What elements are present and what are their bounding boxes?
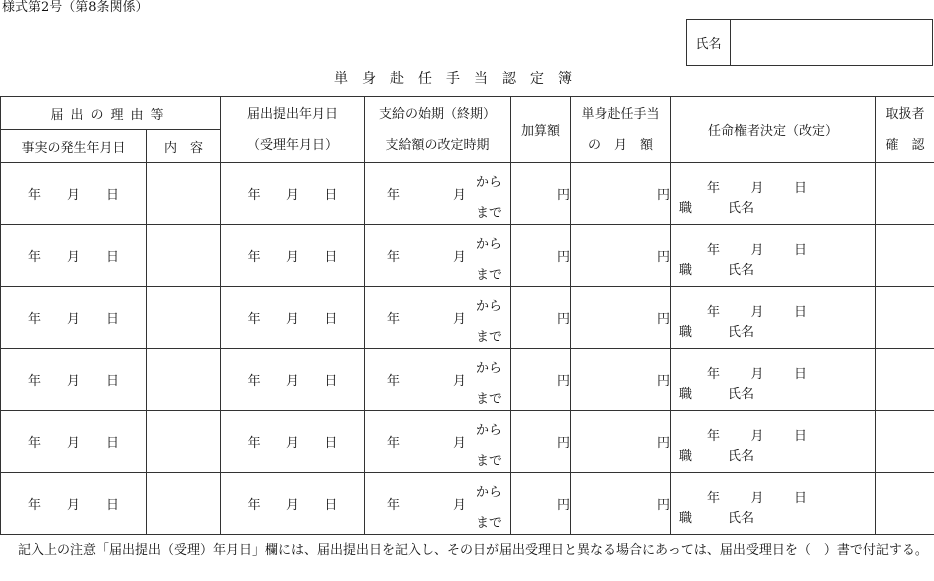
name-label: 氏名 [728, 449, 755, 464]
to-label: まで [476, 392, 503, 407]
header-addition: 加算額 [511, 97, 571, 163]
year-label: 年 [27, 188, 41, 203]
period-cell[interactable] [365, 163, 511, 225]
header-decision: 任命権者決定（改定） [671, 97, 876, 163]
check-cell[interactable] [876, 349, 934, 411]
content-cell[interactable] [147, 225, 221, 287]
table-row [1, 411, 934, 473]
decision-cell[interactable] [671, 349, 876, 411]
submit-date-cell[interactable] [221, 163, 365, 225]
post-label: 職 [679, 325, 693, 340]
day-label: 日 [324, 250, 338, 265]
content-cell[interactable] [147, 411, 221, 473]
header-monthly-line2: の 月 額 [588, 137, 654, 153]
fact-date[interactable] [1, 370, 146, 389]
addition-cell[interactable] [511, 287, 571, 349]
submit-date-cell[interactable] [221, 287, 365, 349]
from-label: から [476, 299, 503, 314]
content-cell[interactable] [147, 349, 221, 411]
post-label: 職 [679, 449, 693, 464]
year-label: 年 [707, 491, 721, 506]
year-label: 年 [27, 250, 41, 265]
table-row [1, 349, 934, 411]
submit-date-cell[interactable] [221, 411, 365, 473]
decision-cell[interactable] [671, 411, 876, 473]
day-label: 日 [793, 367, 807, 382]
submit-date-cell[interactable] [221, 473, 365, 535]
year-label: 年 [27, 312, 41, 327]
monthly-cell[interactable] [571, 287, 671, 349]
period-cell[interactable] [365, 349, 511, 411]
addition-cell[interactable] [511, 411, 571, 473]
month-label: 月 [286, 312, 300, 327]
name-input[interactable] [731, 20, 932, 65]
yen-label: 円 [657, 436, 671, 451]
post-label: 職 [679, 387, 693, 402]
table-row [1, 473, 934, 535]
addition-cell[interactable] [511, 163, 571, 225]
period-cell[interactable] [365, 287, 511, 349]
yen-label: 円 [557, 374, 571, 389]
day-label: 日 [105, 374, 119, 389]
from-label: から [476, 237, 503, 252]
day-label: 日 [324, 374, 338, 389]
year-label: 年 [247, 250, 261, 265]
name-label: 氏名 [728, 387, 755, 402]
year-label: 年 [247, 312, 261, 327]
month-label: 月 [750, 181, 764, 196]
header-submit-date-line1: 届出提出年月日 [247, 106, 339, 122]
submit-date[interactable] [221, 494, 364, 513]
period-cell[interactable] [365, 225, 511, 287]
header-submit-date-line2: （受理年月日） [247, 137, 339, 153]
submit-date[interactable] [221, 246, 364, 265]
fact-date-cell[interactable] [1, 287, 147, 349]
submit-date-cell[interactable] [221, 349, 365, 411]
from-label: から [476, 361, 503, 376]
year-label: 年 [387, 374, 401, 389]
to-label: まで [476, 206, 503, 221]
to-label: まで [476, 268, 503, 283]
post-label: 職 [679, 263, 693, 278]
submit-date-cell[interactable] [221, 225, 365, 287]
form-number-label: 様式第2号（第8条関係） [2, 0, 149, 15]
day-label: 日 [324, 498, 338, 513]
year-label: 年 [707, 181, 721, 196]
year-label: 年 [27, 374, 41, 389]
from-label: から [476, 175, 503, 190]
yen-label: 円 [657, 374, 671, 389]
name-label: 氏名 [728, 263, 755, 278]
post-label: 職 [679, 511, 693, 526]
year-label: 年 [707, 367, 721, 382]
year-label: 年 [387, 312, 401, 327]
month-label: 月 [453, 374, 467, 389]
month-label: 月 [286, 498, 300, 513]
content-cell[interactable] [147, 287, 221, 349]
year-label: 年 [247, 436, 261, 451]
period-cell[interactable] [365, 411, 511, 473]
day-label: 日 [793, 181, 807, 196]
day-label: 日 [793, 491, 807, 506]
yen-label: 円 [557, 250, 571, 265]
yen-label: 円 [557, 498, 571, 513]
name-box [686, 19, 933, 66]
ledger-table [0, 96, 934, 535]
header-fact-date: 事実の発生年月日 [1, 130, 147, 163]
yen-label: 円 [657, 188, 671, 203]
submit-date[interactable] [221, 432, 364, 451]
month-label: 月 [750, 305, 764, 320]
header-content: 内 容 [147, 130, 221, 163]
month-label: 月 [66, 498, 80, 513]
name-label: 氏名 [728, 201, 755, 216]
content-cell[interactable] [147, 163, 221, 225]
header-check-line2: 確 認 [885, 137, 925, 153]
check-cell[interactable] [876, 163, 934, 225]
decision-cell[interactable] [671, 225, 876, 287]
addition-cell[interactable] [511, 473, 571, 535]
fact-date[interactable] [1, 308, 146, 327]
month-label: 月 [453, 250, 467, 265]
monthly-cell[interactable] [571, 225, 671, 287]
month-label: 月 [453, 498, 467, 513]
day-label: 日 [793, 243, 807, 258]
check-cell[interactable] [876, 473, 934, 535]
yen-label: 円 [557, 436, 571, 451]
name-box-label: 氏名 [687, 20, 731, 65]
table-row [1, 225, 934, 287]
fact-date[interactable] [1, 246, 146, 265]
content-cell[interactable] [147, 473, 221, 535]
year-label: 年 [27, 436, 41, 451]
addition-cell[interactable] [511, 225, 571, 287]
header-check [876, 97, 934, 163]
table-row [1, 287, 934, 349]
month-label: 月 [286, 436, 300, 451]
post-label: 職 [679, 201, 693, 216]
name-label: 氏名 [728, 511, 755, 526]
year-label: 年 [27, 498, 41, 513]
year-label: 年 [387, 498, 401, 513]
fact-date-cell[interactable] [1, 163, 147, 225]
from-label: から [476, 485, 503, 500]
header-monthly-line1: 単身赴任手当 [581, 106, 660, 122]
header-check-line1: 取扱者 [885, 106, 925, 122]
day-label: 日 [105, 312, 119, 327]
header-period-line2: 支給額の改定時期 [385, 137, 490, 153]
year-label: 年 [387, 250, 401, 265]
submit-date[interactable] [221, 370, 364, 389]
month-label: 月 [66, 436, 80, 451]
year-label: 年 [707, 429, 721, 444]
day-label: 日 [105, 498, 119, 513]
year-label: 年 [387, 436, 401, 451]
submit-date[interactable] [221, 308, 364, 327]
fact-date[interactable] [1, 184, 146, 203]
name-label: 氏名 [728, 325, 755, 340]
table-row [1, 163, 934, 225]
header-reason-group: 届出の理由等 [1, 97, 221, 130]
decision-cell[interactable] [671, 163, 876, 225]
check-cell[interactable] [876, 287, 934, 349]
fact-date-cell[interactable] [1, 411, 147, 473]
month-label: 月 [453, 436, 467, 451]
month-label: 月 [750, 367, 764, 382]
month-label: 月 [66, 374, 80, 389]
check-cell[interactable] [876, 411, 934, 473]
yen-label: 円 [657, 250, 671, 265]
to-label: まで [476, 330, 503, 345]
month-label: 月 [750, 429, 764, 444]
year-label: 年 [707, 243, 721, 258]
submit-date[interactable] [221, 184, 364, 203]
yen-label: 円 [557, 188, 571, 203]
decision-cell[interactable] [671, 287, 876, 349]
period-cell[interactable] [365, 473, 511, 535]
day-label: 日 [793, 305, 807, 320]
monthly-cell[interactable] [571, 349, 671, 411]
decision-cell[interactable] [671, 473, 876, 535]
month-label: 月 [66, 312, 80, 327]
year-label: 年 [247, 188, 261, 203]
yen-label: 円 [557, 312, 571, 327]
fact-date[interactable] [1, 494, 146, 513]
from-label: から [476, 423, 503, 438]
month-label: 月 [286, 374, 300, 389]
day-label: 日 [105, 188, 119, 203]
month-label: 月 [66, 188, 80, 203]
addition-cell[interactable] [511, 349, 571, 411]
day-label: 日 [793, 429, 807, 444]
header-monthly [571, 97, 671, 163]
page-title: 単身赴任手当認定簿 [334, 71, 586, 87]
yen-label: 円 [657, 312, 671, 327]
month-label: 月 [453, 188, 467, 203]
monthly-cell[interactable] [571, 411, 671, 473]
to-label: まで [476, 454, 503, 469]
month-label: 月 [750, 243, 764, 258]
fact-date[interactable] [1, 432, 146, 451]
check-cell[interactable] [876, 225, 934, 287]
monthly-cell[interactable] [571, 163, 671, 225]
fact-date-cell[interactable] [1, 349, 147, 411]
header-period-line1: 支給の始期（終期） [379, 106, 497, 122]
fact-date-cell[interactable] [1, 473, 147, 535]
entry-note: 記入上の注意「届出提出（受理）年月日」欄には、届出提出日を記入し、その日が届出受理日と異なる場合にあっては、届出受理日を（ ）書で付記する。 [18, 543, 928, 558]
year-label: 年 [247, 374, 261, 389]
month-label: 月 [66, 250, 80, 265]
fact-date-cell[interactable] [1, 225, 147, 287]
year-label: 年 [707, 305, 721, 320]
monthly-cell[interactable] [571, 473, 671, 535]
month-label: 月 [286, 188, 300, 203]
to-label: まで [476, 516, 503, 531]
day-label: 日 [105, 436, 119, 451]
month-label: 月 [453, 312, 467, 327]
header-period [365, 97, 511, 163]
day-label: 日 [324, 188, 338, 203]
day-label: 日 [324, 312, 338, 327]
month-label: 月 [286, 250, 300, 265]
header-submit-date [221, 97, 365, 163]
yen-label: 円 [657, 498, 671, 513]
year-label: 年 [247, 498, 261, 513]
day-label: 日 [324, 436, 338, 451]
day-label: 日 [105, 250, 119, 265]
year-label: 年 [387, 188, 401, 203]
month-label: 月 [750, 491, 764, 506]
